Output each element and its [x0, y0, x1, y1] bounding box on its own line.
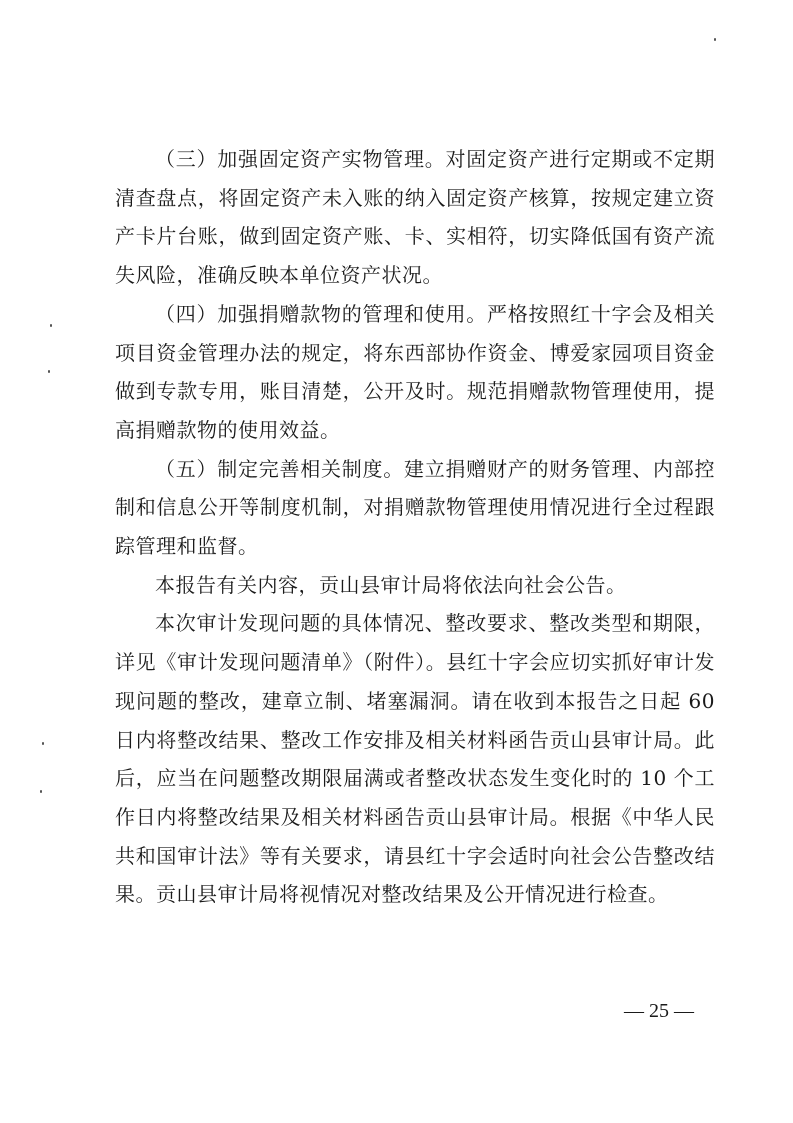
- paragraph-donations: （四）加强捐赠款物的管理和使用。严格按照红十字会及相关项目资金管理办法的规定，将东西部协作资金、博爱家园项目资金做到专款专用，账目清楚，公开及时。规范捐赠款物管理使用，提高捐赠款物的使用效益。: [115, 301, 715, 442]
- paragraph-fixed-assets: （三）加强固定资产实物管理。对固定资产进行定期或不定期清查盘点，将固定资产未入账的纳入固定资产核算，按规定建立资产卡片台账，做到固定资产账、卡、实相符，切实降低国有资产流失风险，准确反映本单位资产状况。: [115, 147, 715, 288]
- paragraph-rectification: 本次审计发现问题的具体情况、整改要求、整改类型和期限，详见《审计发现问题清单》（附件）。县红十字会应切实抓好审计发现问题的整改，建章立制、堵塞漏洞。请在收到本报告之日起 60 日内将整改结果、整改工作安排及相关材料函告贡山县审计局。此后，应当在问题整改期限届满或者整改状态发生变化时的 10 个工作日内将整改结果及相关材料函告贡山县审计局。根据《中华人民共和国审计法》等有关要求，请县红十字会适时向社会公告整改结果。贡山县审计局将视情况对整改结果及公开情况进行检查。: [115, 611, 715, 907]
- scan-speck: [714, 38, 716, 41]
- scan-speck: [50, 324, 52, 327]
- paragraph-public-notice: 本报告有关内容，贡山县审计局将依法向社会公告。: [155, 572, 627, 597]
- page-number: — 25 —: [624, 1000, 694, 1022]
- scan-speck: [40, 790, 42, 793]
- scan-speck: [48, 370, 50, 373]
- scan-speck: [42, 742, 44, 745]
- paragraph-regulations: （五）制定完善相关制度。建立捐赠财产的财务管理、内部控制和信息公开等制度机制，对捐赠款物管理使用情况进行全过程跟踪管理和监督。: [115, 456, 715, 559]
- document-body: [115, 140, 715, 914]
